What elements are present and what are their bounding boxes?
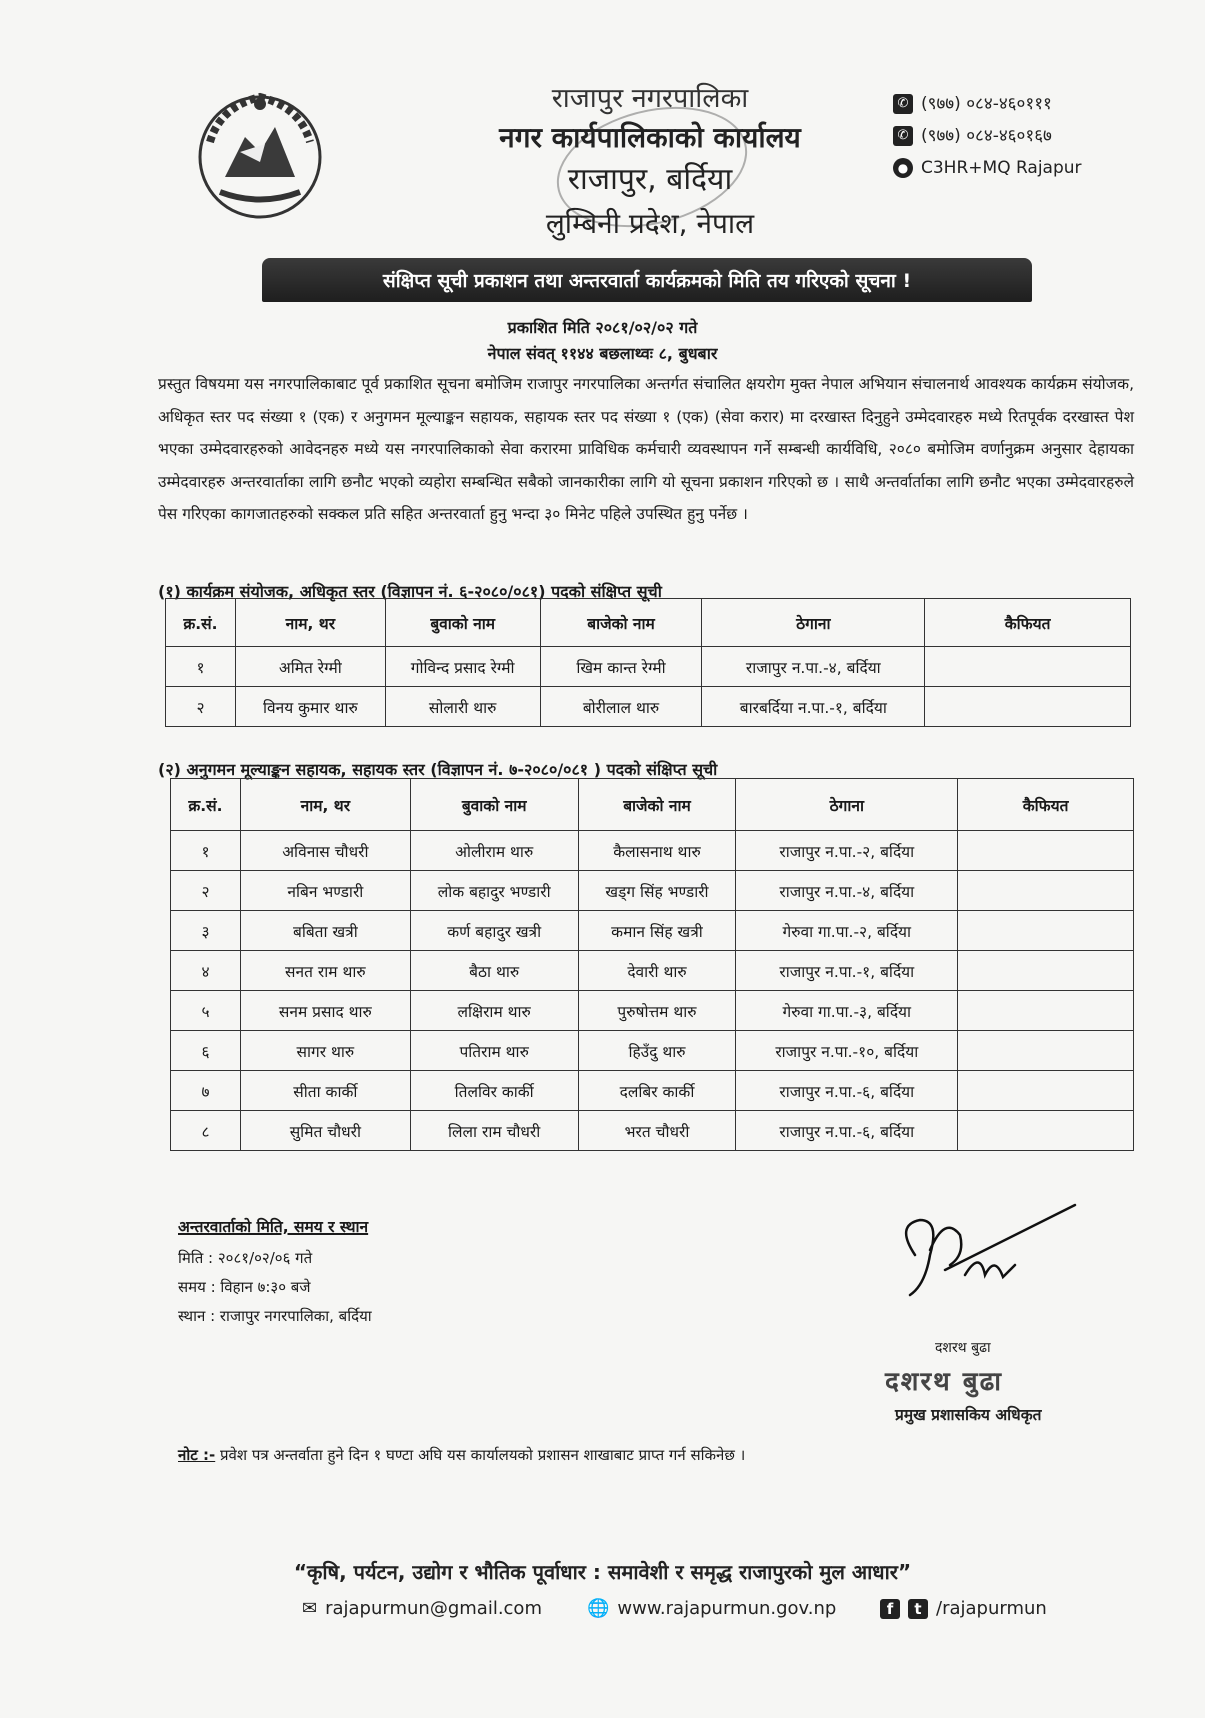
cell-address: गेरुवा गा.पा.-२, बर्दिया [736, 911, 958, 951]
province-country: लुम्बिनी प्रदेश, नेपाल [545, 207, 755, 240]
cell-grandfather: हिउँदु थारु [578, 1031, 736, 1071]
cell-serial: २ [166, 687, 236, 727]
col-name: नाम, थर [235, 599, 385, 647]
cell-grandfather: पुरुषोत्तम थारु [578, 991, 736, 1031]
globe-icon: 🌐 [587, 1598, 610, 1619]
cell-address: राजापुर न.पा.-४, बर्दिया [702, 647, 925, 687]
cell-name: नबिन भण्डारी [240, 871, 410, 911]
envelope-icon: ✉ [302, 1598, 318, 1619]
cell-name: सनम प्रसाद थारु [240, 991, 410, 1031]
cell-grandfather: दलबिर कार्की [578, 1071, 736, 1111]
col-serial: क्र.सं. [171, 779, 241, 831]
email-text: rajapurmun@gmail.com [325, 1598, 542, 1619]
cell-name: अविनास चौधरी [240, 831, 410, 871]
note-text: प्रवेश पत्र अन्तर्वाता हुने दिन १ घण्टा अघि यस कार्यालयको प्रशासन शाखाबाट प्राप्त गर्न सकिनेछ । [220, 1446, 746, 1464]
interview-time: समय : विहान ७:३० बजे [178, 1278, 311, 1296]
cell-remarks [925, 687, 1131, 727]
col-address: ठेगाना [736, 779, 958, 831]
cell-grandfather: खिम कान्त रेग्मी [540, 647, 702, 687]
cell-name: सीता कार्की [240, 1071, 410, 1111]
cell-serial: ५ [171, 991, 241, 1031]
notice-body: प्रस्तुत विषयमा यस नगरपालिकाबाट पूर्व प्रकाशित सूचना बमोजिम राजापुर नगरपालिका अन्तर्गत संचालित क्षयरोग मुक्त नेपाल अभियान संचालनार्थ आवश्यक कार्यक्रम संयोजक, अधिकृत स्तर पद संख्या १ (एक) र अनुगमन मूल्याङ्कन सहायक, सहायक स्तर पद संख्या १ (एक) (सेवा करार) मा दरखास्त दिनुहुने उम्मेदवारहरु मध्ये रितपूर्वक दरखास्त पेश भएका उम्मेदवारहरुको आवेदनहरु मध्ये यस नगरपालिकाको सेवा करारमा प्राविधिक कर्मचारी व्यवस्थापन गर्ने सम्बन्धी कार्यविधि, २०८० बमोजिम वर्णानुक्रम अनुसार देहायका उम्मेदवारहरु अन्तरवार्ताका लागि छनौट भएको व्यहोरा सम्बन्धित सबैको जानकारीका लागि यो सूचना प्रकाशन गरिएको छ । साथै अन्तर्वार्ताका लागि छनौट भएका उम्मेदवारहरुले पेस गरिएका कागजातहरुको सक्कल प्रति सहित अन्तरवार्ता हुनु भन्दा ३० मिनेट पहिले उपस्थित हुनु पर्नेछ । [158, 375, 1134, 523]
nepal-emblem-icon [190, 82, 330, 222]
interview-date: मिति : २०८१/०२/०६ गते [178, 1249, 313, 1267]
signatory-stamp: दशरथ बुढा [885, 1367, 1004, 1397]
table-header-row [171, 779, 1134, 831]
cell-remarks [958, 911, 1134, 951]
cell-name: विनय कुमार थारु [235, 687, 385, 727]
table-row [171, 1071, 1134, 1111]
interview-place: स्थान : राजापुर नगरपालिका, बर्दिया [178, 1307, 372, 1325]
plus-code-row [893, 152, 1082, 184]
table-row [171, 911, 1134, 951]
footer-social [880, 1598, 1047, 1619]
cell-address: बारबर्दिया न.पा.-१, बर्दिया [702, 687, 925, 727]
facebook-icon: f [880, 1599, 900, 1619]
cell-name: सनत राम थारु [240, 951, 410, 991]
cell-father: गोविन्द प्रसाद रेग्मी [385, 647, 540, 687]
cell-serial: २ [171, 871, 241, 911]
cell-father: कर्ण बहादुर खत्री [410, 911, 578, 951]
location-pin-icon: ● [893, 158, 913, 178]
table-header-row [166, 599, 1131, 647]
table-row [171, 1031, 1134, 1071]
signatory-title: प्रमुख प्रशासकिय अधिकृत [895, 1406, 1042, 1424]
cell-name: अमित रेग्मी [235, 647, 385, 687]
table-row [171, 1111, 1134, 1151]
col-grandfather: बाजेको नाम [578, 779, 736, 831]
signature-icon [885, 1195, 1085, 1305]
cell-remarks [958, 871, 1134, 911]
table-row [171, 991, 1134, 1031]
twitter-icon: t [908, 1599, 928, 1619]
cell-serial: ४ [171, 951, 241, 991]
note-label: नोट :- [178, 1446, 216, 1464]
cell-remarks [958, 991, 1134, 1031]
phone-number-1: (९७७) ०८४-४६०१११ [921, 94, 1052, 114]
plus-code: C3HR+MQ Rajapur [921, 158, 1082, 178]
cell-grandfather: कैलासनाथ थारु [578, 831, 736, 871]
cell-grandfather: खड्ग सिंह भण्डारी [578, 871, 736, 911]
note [178, 1445, 745, 1465]
col-remarks: कैफियत [958, 779, 1134, 831]
table-row [166, 647, 1131, 687]
col-address: ठेगाना [702, 599, 925, 647]
cell-grandfather: भरत चौधरी [578, 1111, 736, 1151]
cell-father: तिलविर कार्की [410, 1071, 578, 1111]
table-row [171, 951, 1134, 991]
cell-father: सोलारी थारु [385, 687, 540, 727]
table-row [171, 831, 1134, 871]
cell-address: राजापुर न.पा.-१, बर्दिया [736, 951, 958, 991]
cell-father: लक्षिराम थारु [410, 991, 578, 1031]
cell-name: बबिता खत्री [240, 911, 410, 951]
cell-serial: ८ [171, 1111, 241, 1151]
cell-serial: ३ [171, 911, 241, 951]
cell-address: गेरुवा गा.पा.-३, बर्दिया [736, 991, 958, 1031]
cell-name: सागर थारु [240, 1031, 410, 1071]
office-name: नगर कार्यपालिकाको कार्यालय [499, 121, 801, 154]
col-remarks: कैफियत [925, 599, 1131, 647]
table-row [166, 687, 1131, 727]
cell-address: राजापुर न.पा.-१०, बर्दिया [736, 1031, 958, 1071]
interview-title: अन्तरवार्ताको मिति, समय र स्थान [178, 1218, 369, 1236]
col-serial: क्र.सं. [166, 599, 236, 647]
cell-father: लोक बहादुर भण्डारी [410, 871, 578, 911]
cell-serial: १ [166, 647, 236, 687]
cell-serial: १ [171, 831, 241, 871]
cell-grandfather: कमान सिंह खत्री [578, 911, 736, 951]
section-2-table [170, 778, 1134, 1151]
municipality-name: राजापुर नगरपालिका [551, 83, 749, 114]
cell-serial: ६ [171, 1031, 241, 1071]
footer-website [587, 1598, 836, 1619]
nepal-sambat-date: नेपाल संवत् ११४४ बछलाथ्वः ८, बुधबार [487, 344, 718, 363]
social-handle: /rajapurmun [936, 1598, 1047, 1619]
notice-banner: संक्षिप्त सूची प्रकाशन तथा अन्तरवार्ता कार्यक्रमको मिति तय गरिएको सूचना ! [262, 258, 1032, 302]
col-father: बुवाको नाम [385, 599, 540, 647]
cell-remarks [958, 951, 1134, 991]
published-date: प्रकाशित मिति २०८१/०२/०२ गते [507, 318, 698, 337]
cell-serial: ७ [171, 1071, 241, 1111]
cell-father: लिला राम चौधरी [410, 1111, 578, 1151]
cell-father: बैठा थारु [410, 951, 578, 991]
section-1-title: (१) कार्यक्रम संयोजक, अधिकृत स्तर (विज्ञापन नं. ६-२०८०/०८१) पदको संक्षिप्त सूची [158, 582, 662, 601]
cell-remarks [958, 831, 1134, 871]
cell-remarks [925, 647, 1131, 687]
cell-name: सुमित चौधरी [240, 1111, 410, 1151]
phone-number-2: (९७७) ०८४-४६०१६७ [921, 126, 1052, 146]
contact-info [893, 88, 1082, 184]
phone-icon: ✆ [893, 94, 913, 114]
phone-row-1 [893, 88, 1082, 120]
col-grandfather: बाजेको नाम [540, 599, 702, 647]
slogan: “कृषि, पर्यटन, उद्योग र भौतिक पूर्वाधार : समावेशी र समृद्ध राजापुरको मुल आधार” [293, 1560, 912, 1584]
section-1-table [165, 598, 1131, 727]
col-name: नाम, थर [240, 779, 410, 831]
col-father: बुवाको नाम [410, 779, 578, 831]
cell-grandfather: देवारी थारु [578, 951, 736, 991]
interview-details [178, 1213, 372, 1331]
table-row [171, 871, 1134, 911]
cell-address: राजापुर न.पा.-४, बर्दिया [736, 871, 958, 911]
section-2-title: (२) अनुगमन मूल्याङ्कन सहायक, सहायक स्तर (विज्ञापन नं. ७-२०८०/०८१ ) पदको संक्षिप्त सूची [158, 760, 718, 779]
website-text: www.rajapurmun.gov.np [617, 1598, 837, 1619]
cell-father: ओलीराम थारु [410, 831, 578, 871]
cell-remarks [958, 1031, 1134, 1071]
cell-remarks [958, 1071, 1134, 1111]
signatory-name: दशरथ बुढा [935, 1340, 991, 1356]
cell-address: राजापुर न.पा.-६, बर्दिया [736, 1111, 958, 1151]
cell-address: राजापुर न.पा.-२, बर्दिया [736, 831, 958, 871]
cell-father: पतिराम थारु [410, 1031, 578, 1071]
cell-grandfather: बोरीलाल थारु [540, 687, 702, 727]
phone-icon: ✆ [893, 126, 913, 146]
footer-email [302, 1598, 542, 1619]
phone-row-2 [893, 120, 1082, 152]
cell-remarks [958, 1111, 1134, 1151]
office-location: राजापुर, बर्दिया [567, 162, 733, 197]
cell-address: राजापुर न.पा.-६, बर्दिया [736, 1071, 958, 1111]
